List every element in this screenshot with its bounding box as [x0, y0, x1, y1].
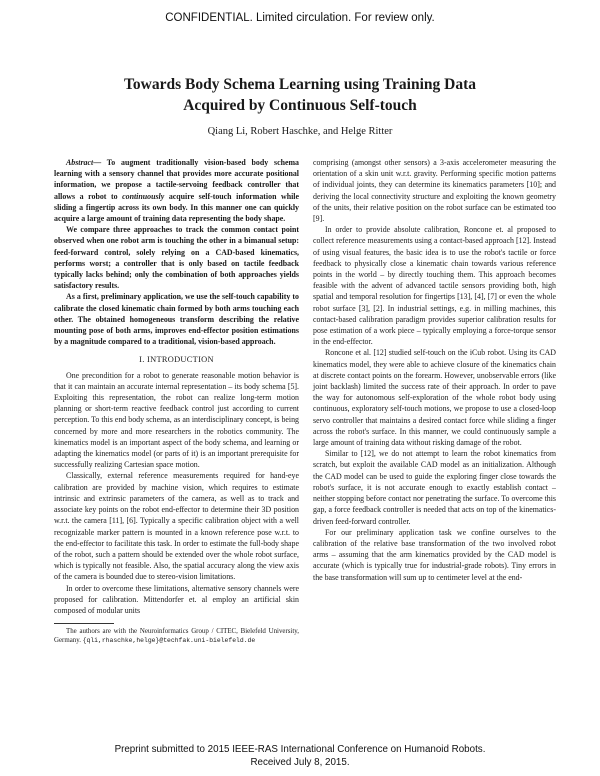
- abstract-paragraph-1: [54, 157, 299, 224]
- right-column: [313, 157, 556, 583]
- title-line-2: Acquired by Continuous Self-touch: [183, 97, 417, 114]
- right-paragraph-5: For our preliminary application task we confine ourselves to the calibration of the relative base transformation of the two involved robot arms – assuming that the arm kinematics provided by the CAD model is accurate (which is typically true for industrial-grade robots). Tiny errors in the base transformation will sum up to centimeter level at the end-: [313, 527, 556, 582]
- abstract-paragraph-3: As a first, preliminary application, we use the self-touch capability to calibrate the closed kinematic chain formed by both arms touching each other. The obtained homogeneous transform describing the relative mounting pose of both arms, improves end-effector position estimations by a magnitude compared to a traditional, vision-based approach.: [54, 292, 299, 347]
- right-paragraph-1: comprising (amongst other sensors) a 3-axis accelerometer measuring the orientation of a skin unit w.r.t. gravity. Performing specific motion patterns of individual joints, they can determine its kinematics parameters [10]; and deriving the local connectivity structure and exploiting the known geometry of the units, their relative position on the robot surface can be estimated too [9].: [313, 158, 556, 224]
- footnote-affiliation: The authors are with the Neuroinformatics Group / CITEC, Bielefeld University, Germany.: [54, 628, 299, 645]
- intro-paragraph-3: In order to overcome these limitations, alternative sensory channels were proposed for calibration. Mittendorfer et. al employ an artificial skin composed of modular units: [54, 583, 299, 615]
- preprint-footer: [0, 743, 600, 769]
- title-line-1: Towards Body Schema Learning using Training Data: [124, 76, 476, 93]
- paper-title: [60, 74, 540, 116]
- left-column: [54, 157, 299, 646]
- author-footnote: [54, 627, 299, 646]
- abstract-paragraph-2: We compare three approaches to track the common contact point observed when one robot arm is touching the other in a bimanual setup: feed-forward control, solely relying on a CAD-based kinematics, performs worst; a controller that is only based on tactile feedback typically lacks behind; only the combination of both approaches yields satisfactory results.: [54, 225, 299, 291]
- abstract-p1-tail: acquire self-touch information while sliding a fingertip across its own body. In this manner one can quickly acquire a large amount of training data representing the body shape.: [54, 191, 299, 224]
- right-paragraph-2: In order to provide absolute calibration, Roncone et. al proposed to collect reference measurements using a contact-based approach [12]. Instead of using visual features, the basic idea is to use the robot's tactile or force feedback to physically close a kinematic chain towards various reference points in the world – by directly touching them. This approach becomes feasible with the advent of advanced tactile sensors providing both, high spatial and temporal resolution for fingertips [13], [4], [7] or even the whole robot surface [3], [2]. In industrial settings, e.g. in milling machines, this contact-based calibration paradigm provides superior calibration results for pose estimation of a work piece – typically employing a force-torque sensor in the end-effector.: [313, 225, 556, 347]
- confidential-header: CONFIDENTIAL. Limited circulation. For review only.: [165, 12, 435, 24]
- footer-line-2: Received July 8, 2015.: [250, 757, 350, 768]
- author-list: Qiang Li, Robert Haschke, and Helge Ritter: [207, 126, 393, 137]
- intro-paragraph-2: Classically, external reference measurements required for hand-eye calibration are provided by machine vision, which requires to estimate intrinsic and extrinsic parameters of the camera, as well as to track and associate key points on the robot end-effector to determine their 3D position w.r.t. the camera [11], [6]. Typically a specific calibration object with a well recognizable marker pattern is mounted in a known reference pose w.r.t. to the end-effector to facilitate this task. In order to estimate the full-body shape of the robot, such a pattern should be extended over the whole robot surface, which is typically not feasible. Also, the spatial accuracy along the view axis of the camera is bounded due to stereo-vision limitations.: [54, 471, 299, 582]
- section-heading-introduction: I. INTRODUCTION: [139, 355, 214, 365]
- right-paragraph-3: Roncone et al. [12] studied self-touch on the iCub robot. Using its CAD kinematics model, they were able to achieve closure of the kinematics chain at discrete contact points on the forearm. However, unobservable errors (like joint backlash) limited the success rate of their approach. In order to pave the way for autonomous self-exploration of the whole robot body using continuous, exploratory self-touch motions, we propose to use a closed-loop servo controller that maintains a desired contact force while sliding a finger across the robot's surface. In this manner, we could continuously sample a large amount of training data without risking damage of the robot.: [313, 348, 556, 448]
- abstract-label: Abstract: [66, 158, 94, 167]
- right-paragraph-4: Similar to [12], we do not attempt to learn the robot kinematics from scratch, but exploit the available CAD model as an initialization. Although the CAD model can be used to guide the exploring finger close towards the robot's surface, it is not accurate enough to exactly establish contact – neither stopping before contact nor penetrating the surface. To overcome this gap, a force feedback controller is needed that acts on top of the kinematics-driven feed-forward controller.: [313, 449, 556, 526]
- abstract-p1-lead: — To augment traditionally vision-based body schema learning with a sensory channel that provides more accurate positional information, we propose a tactile-servoing feedback controller that allows a robot to: [54, 158, 299, 201]
- footnote-emails: {qli,rhaschke,helge}@techfak.uni-bielefeld.de: [82, 637, 256, 645]
- footer-line-1: Preprint submitted to 2015 IEEE-RAS International Conference on Humanoid Robots.: [114, 744, 486, 755]
- intro-paragraph-1: One precondition for a robot to generate reasonable motion behavior is that it can maintain an accurate internal representation – its body schema [5]. Exploiting this representation, the robot can realize long-term motion planning or short-term reactive feedback control just according to current perception. To this end body schema, as an interdisciplinary concept, is being concerned by more and more researchers in the robotics community. The kinematics model is an important aspect of the body schema, and learning or adapting the kinematics model (or parts of it) is an important prerequisite for successfully realizing Cartesian space motion.: [54, 370, 299, 470]
- abstract-p1-emphasis: continuously: [122, 191, 165, 201]
- footnote-rule: [54, 623, 114, 624]
